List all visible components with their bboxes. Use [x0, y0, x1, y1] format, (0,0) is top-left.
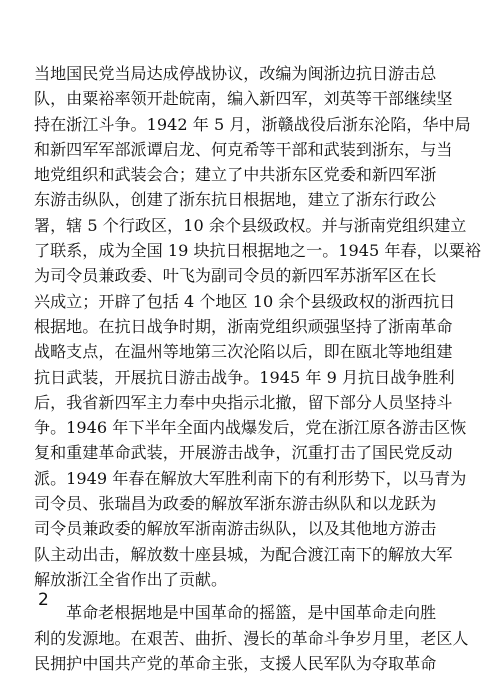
page-number: 2 [38, 590, 49, 610]
text-line: 兴成立；开辟了包括 4 个地区 10 余个县级政权的浙西抗日 [34, 291, 456, 311]
text-line: 民拥护中国共产党的革命主张，支援人民军队为夺取革命 [34, 653, 437, 673]
text-line: 抗日武装，开展抗日游击战争。1945 年 9 月抗日战争胜利 [34, 367, 455, 387]
text-line: 当地国民党当局达成停战协议，改编为闽浙边抗日游击总 [34, 64, 437, 83]
text-line: 根据地。在抗日战争时期，浙南党组织顽强坚持了浙南革命 [34, 316, 453, 336]
text-line: 司令员、张瑞昌为政委的解放军浙东游击纵队和以龙跃为 [34, 494, 437, 514]
text-line: 司令员兼政委的解放军浙南游击纵队，以及其他地方游击 [34, 519, 437, 539]
text-line: 为司令员兼政委、叶飞为副司令员的新四军苏浙军区在长 [34, 266, 437, 286]
text-line: 地党组织和武装会合；建立了中共浙东区党委和新四军浙 [34, 165, 437, 185]
text-line: 队主动出击，解放数十座县城，为配合渡江南下的解放大军 [34, 544, 453, 564]
text-line: 复和重建革命武装，开展游击战争，沉重打击了国民党反动 [34, 443, 453, 463]
text-line: 派。1949 年春在解放大军胜利南下的有利形势下，以马青为 [34, 468, 467, 488]
text-line: 后，我省新四军主力奉中央指示北撤，留下部分人员坚持斗 [34, 392, 453, 412]
text-line: 战略支点，在温州等地第三次沦陷以后，即在瓯北等地组建 [34, 342, 453, 362]
text-line: 东游击纵队，创建了浙东抗日根据地，建立了浙东行政公 [34, 190, 437, 210]
text-line: 和新四军军部派谭启龙、何克希等干部和武装到浙东，与当 [34, 139, 453, 159]
text-line: 了联系，成为全国 19 块抗日根据地之一。1945 年春，以粟裕 [34, 241, 481, 261]
text-line: 争。1946 年下半年全面内战爆发后，党在浙江原各游击区恢 [34, 418, 467, 438]
text-line: 持在浙江斗争。1942 年 5 月，浙赣战役后浙东沦陷，华中局 [34, 114, 471, 134]
text-line: 队，由粟裕率领开赴皖南，编入新四军，刘英等干部继续坚 [34, 89, 453, 109]
body-text [34, 61, 481, 676]
text-line: 利的发源地。在艰苦、曲折、漫长的革命斗争岁月里，老区人 [34, 628, 469, 648]
text-line: 解放浙江全省作出了贡献。 [34, 569, 228, 589]
text-line: 署，辖 5 个行政区，10 余个县级政权。并与浙南党组织建立 [34, 215, 467, 235]
text-line: 革命老根据地是中国革命的摇篮，是中国革命走向胜 [66, 603, 437, 623]
paragraph-gap [34, 592, 418, 600]
